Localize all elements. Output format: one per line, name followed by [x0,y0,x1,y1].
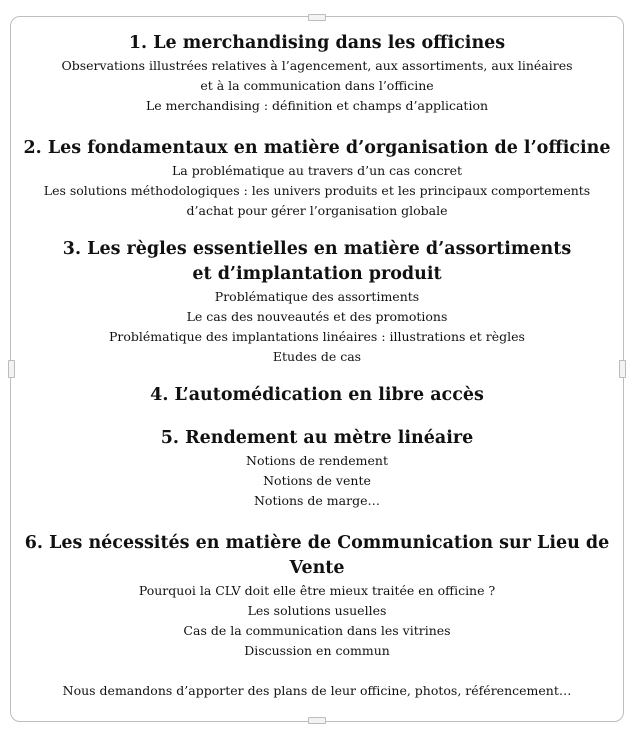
footer-note: Nous demandons d’apporter des plans de leur officine, photos, référencement… [62,683,572,698]
section-3 [11,237,623,367]
resize-handle-bottom[interactable] [308,717,326,724]
resize-handle-top[interactable] [308,14,326,21]
section-line: Notions de vente [263,473,371,488]
section-heading: 2. Les fondamentaux en matière d’organisation de l’officine [23,138,611,158]
section-heading-line-2: Vente [289,558,345,578]
section-line: Pourquoi la CLV doit elle être mieux traitée en officine ? [138,583,496,598]
section-line: Problématique des implantations linéaires : illustrations et règles [109,329,525,344]
section-line: Notions de marge… [253,493,380,508]
section-line: Discussion en commun [244,643,390,658]
section-4 [11,383,623,408]
section-1 [11,31,623,116]
section-heading: 5. Rendement au mètre linéaire [160,428,474,448]
section-6 [11,531,623,661]
section-line: Les solutions méthodologiques : les univers produits et les principaux comportements [43,183,591,198]
section-line: La problématique au travers d’un cas concret [172,163,462,178]
section-line: Problématique des assortiments [214,289,420,304]
text-content[interactable] [11,31,623,701]
section-line: d’achat pour gérer l’organisation globale [186,203,448,218]
section-line: et à la communication dans l’officine [200,78,434,93]
section-heading-line-2: et d’implantation produit [192,264,442,284]
section-line: Le merchandising : définition et champs d’application [145,98,489,113]
section-line: Cas de la communication dans les vitrines [183,623,451,638]
section-5 [11,426,623,511]
section-line: Le cas des nouveautés et des promotions [186,309,448,324]
section-heading-line-1: 6. Les nécessités en matière de Communication sur Lieu de [24,533,610,553]
section-heading: 4. L’automédication en libre accès [150,385,484,405]
section-line: Les solutions usuelles [247,603,387,618]
section-heading-line-1: 3. Les règles essentielles en matière d’assortiments [62,239,572,259]
section-2 [11,136,623,221]
section-heading: 1. Le merchandising dans les officines [128,33,506,53]
text-box-frame[interactable] [10,16,624,722]
section-line: Etudes de cas [272,349,362,364]
section-line: Notions de rendement [246,453,388,468]
section-line: Observations illustrées relatives à l’agencement, aux assortiments, aux linéaires [61,58,573,73]
